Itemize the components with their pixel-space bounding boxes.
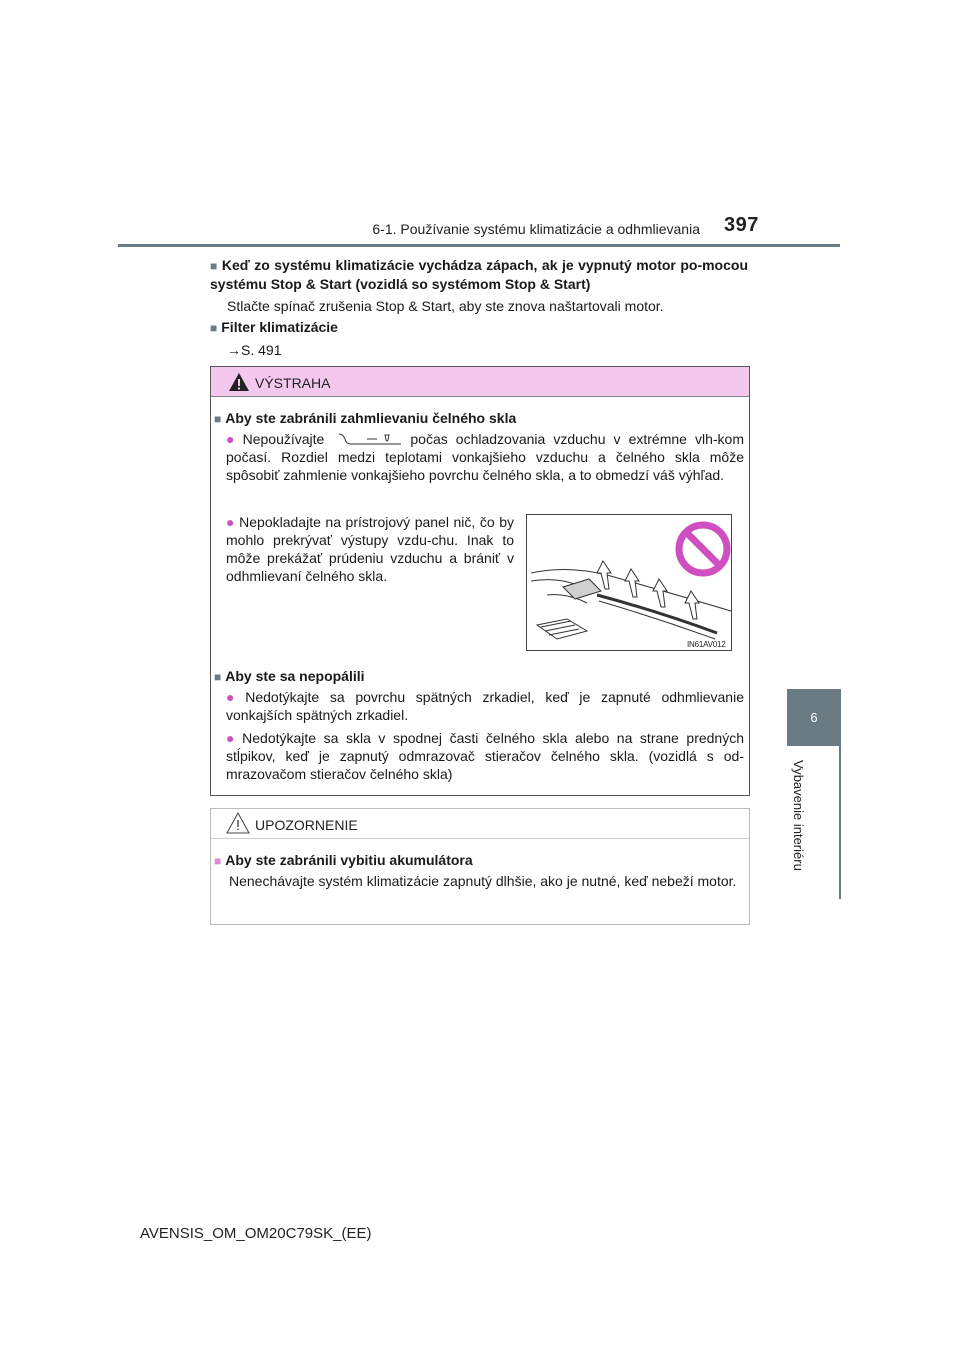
document-code: AVENSIS_OM_OM20C79SK_(EE) xyxy=(140,1225,372,1242)
warning-group-heading: ■ Aby ste zabránili zahmlievaniu čelného skla xyxy=(214,410,517,426)
section-heading: ■ Filter klimatizácie xyxy=(210,319,338,335)
warning-item-windshield: ● Nedotýkajte sa skla v spodnej časti čelného skla alebo na strane predných stĺpikov, keď je zapnutý odmrazovač stieračov čelného skla. (vozidlá s od-mrazovačom stieračov čelného skla) xyxy=(226,730,744,782)
section-odor xyxy=(210,256,748,315)
warning-item-no-cooling: ● Nepoužívajte počas ochladzovania vzduchu v extrémne vlh-kom počasí. Rozdiel medzi teplotami vonkajšieho vzduchu a čelného skla môže spôsobiť zahmlenie vonkajšieho povrchu čelného skla, a to obmedzí váš výhľad. xyxy=(226,431,744,483)
square-bullet-icon: ■ xyxy=(210,259,218,273)
square-bullet-icon: ■ xyxy=(210,321,218,335)
warning-item-dashboard: ● Nepokladajte na prístrojový panel nič, čo by mohlo prekrývať výstupy vzdu-chu. Inak to môže prekážať prúdeniu vzduchu a brániť v odhmlievaní čelného skla. xyxy=(226,514,514,584)
warning-group-fog xyxy=(214,409,744,428)
notice-box xyxy=(210,808,750,925)
header-divider xyxy=(118,244,840,247)
dashboard-vent-illustration xyxy=(526,514,732,651)
page-reference-link[interactable]: →S. 491 xyxy=(227,342,282,358)
section-title: 6-1. Používanie systému klimatizácie a odhmlievania xyxy=(372,221,700,237)
round-bullet-icon: ● xyxy=(226,514,236,530)
square-bullet-icon: ■ xyxy=(214,854,222,868)
round-bullet-icon: ● xyxy=(226,431,239,447)
square-bullet-icon: ■ xyxy=(214,670,222,684)
warning-group-heading: ■ Aby ste sa nepopálili xyxy=(214,668,365,684)
section-filter xyxy=(210,318,748,359)
warning-group-burns xyxy=(214,667,744,686)
round-bullet-icon: ● xyxy=(226,730,239,746)
notice-header xyxy=(211,809,749,839)
warning-title: VÝSTRAHA xyxy=(255,375,331,391)
chapter-number: 6 xyxy=(810,710,818,725)
notice-title: UPOZORNENIE xyxy=(255,817,358,833)
notice-body: Nenechávajte systém klimatizácie zapnutý dlhšie, ako je nutné, keď nebeží motor. xyxy=(229,873,737,889)
caution-triangle-icon xyxy=(226,812,250,834)
section-body: Stlačte spínač zrušenia Stop & Start, aby ste znova naštartovali motor. xyxy=(227,298,664,314)
dashboard-vent-drawing xyxy=(527,515,731,650)
warning-item-mirrors: ● Nedotýkajte sa povrchu spätných zrkadiel, keď je zapnuté odhmlievanie vonkajších spätných zrkadiel. xyxy=(226,689,744,723)
page-number: 397 xyxy=(724,214,759,236)
section-heading: ■ Keď zo systému klimatizácie vychádza zápach, ak je vypnutý motor po-mocou systému Stop & Start (vozidlá so systémom Stop & Start) xyxy=(210,257,748,292)
illustration-code: IN61AV012 xyxy=(687,640,726,649)
square-bullet-icon: ■ xyxy=(214,412,222,426)
warning-triangle-icon xyxy=(228,372,250,392)
chapter-tab-rule xyxy=(839,689,841,899)
round-bullet-icon: ● xyxy=(226,689,242,705)
chapter-tab xyxy=(787,689,841,746)
warning-header xyxy=(211,367,749,397)
dehumidify-button-icon xyxy=(337,431,405,447)
chapter-label: Vybavenie interiéru xyxy=(791,760,806,871)
notice-heading: ■ Aby ste zabránili vybitiu akumulátora xyxy=(214,852,473,868)
